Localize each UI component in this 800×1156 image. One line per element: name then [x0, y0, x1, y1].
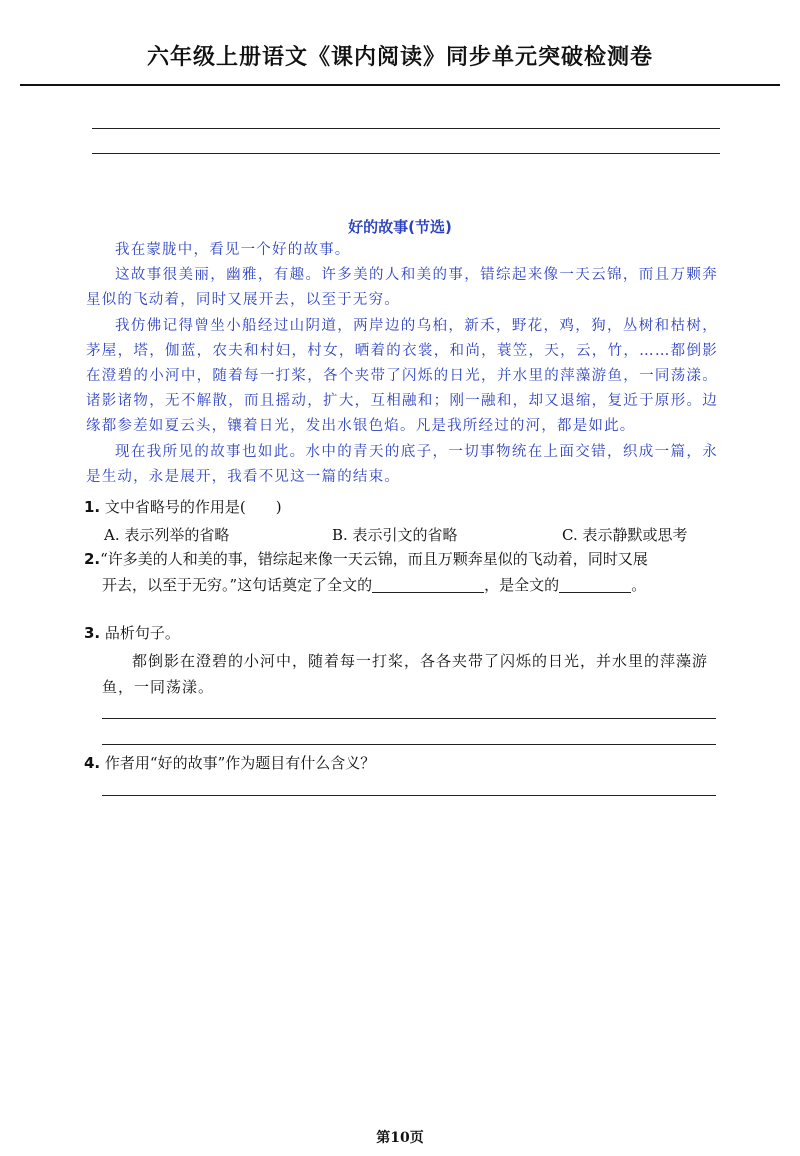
option-a[interactable]: A. 表示列举的省略 [104, 526, 230, 544]
answer-line[interactable] [92, 128, 720, 129]
question-text: 。 [631, 576, 647, 594]
passage-paragraph: 现在我所见的故事也如此。水中的青天的底子，一切事物统在上面交错，织成一篇，永是生动，永是展开，我看不见这一篇的结束。 [86, 443, 718, 485]
passage-title: 好的故事(节选) [348, 218, 452, 236]
fill-blank[interactable] [559, 574, 631, 593]
answer-line[interactable] [102, 718, 716, 719]
header-title: 六年级上册语文《课内阅读》同步单元突破检测卷 [146, 45, 653, 70]
answer-line[interactable] [102, 744, 716, 745]
question-text: 作者用“好的故事”作为题目有什么含义？ [104, 754, 376, 772]
question-3 [84, 620, 180, 646]
question-1 [84, 494, 282, 520]
fill-blank[interactable] [372, 574, 484, 593]
passage-paragraph: 我在蒙胧中，看见一个好的故事。 [115, 242, 351, 258]
question-2 [84, 546, 724, 598]
option-b[interactable]: B. 表示引文的省略 [332, 526, 458, 544]
header-divider [20, 84, 780, 86]
question-text: 文中省略号的作用是( ) [104, 498, 282, 516]
page-number: 第10页 [376, 1130, 424, 1146]
passage-body [86, 238, 718, 490]
question-number: 4. [84, 754, 101, 772]
question-number: 3. [84, 624, 101, 642]
question-text: 品析句子。 [104, 624, 180, 642]
question-number: 2. [84, 550, 101, 568]
answer-line[interactable] [102, 795, 716, 796]
option-c[interactable]: C. 表示静默或思考 [562, 526, 688, 544]
question-text: 开去，以至于无穷。”这句话奠定了全文的 [102, 576, 373, 594]
question-4 [84, 750, 375, 776]
passage-paragraph: 我仿佛记得曾坐小船经过山阴道，两岸边的乌桕，新禾，野花，鸡，狗，丛树和枯树，茅屋，塔，伽蓝，农夫和村妇，村女，晒着的衣裳，和尚，蓑笠，天，云，竹，……都倒影在澄碧的小河中，随着每一打桨，各个夹带了闪烁的日光，并水里的萍藻游鱼，一同荡漾。诸影诸物，无不解散，而且摇动，扩大，互相融和；刚一融和，却又退缩，复近于原形。边缘都参差如夏云头，镶着日光，发出水银色焰。凡是我所经过的河，都是如此。 [86, 317, 718, 435]
question-text: ，是全文的 [484, 576, 560, 594]
answer-line[interactable] [92, 153, 720, 154]
question-text: “许多美的人和美的事，错综起来像一天云锦，而且万颗奔星似的飞动着，同时又展 [100, 550, 648, 568]
quoted-sentence [102, 648, 720, 700]
question-number: 1. [84, 498, 101, 516]
quote-text: 都倒影在澄碧的小河中，随着每一打桨，各各夹带了闪烁的日光，并水里的萍藻游鱼，一同荡漾。 [102, 652, 709, 696]
passage-paragraph: 这故事很美丽，幽雅，有趣。许多美的人和美的事，错综起来像一天云锦，而且万颗奔星似的飞动着，同时又展开去，以至于无穷。 [86, 267, 718, 309]
